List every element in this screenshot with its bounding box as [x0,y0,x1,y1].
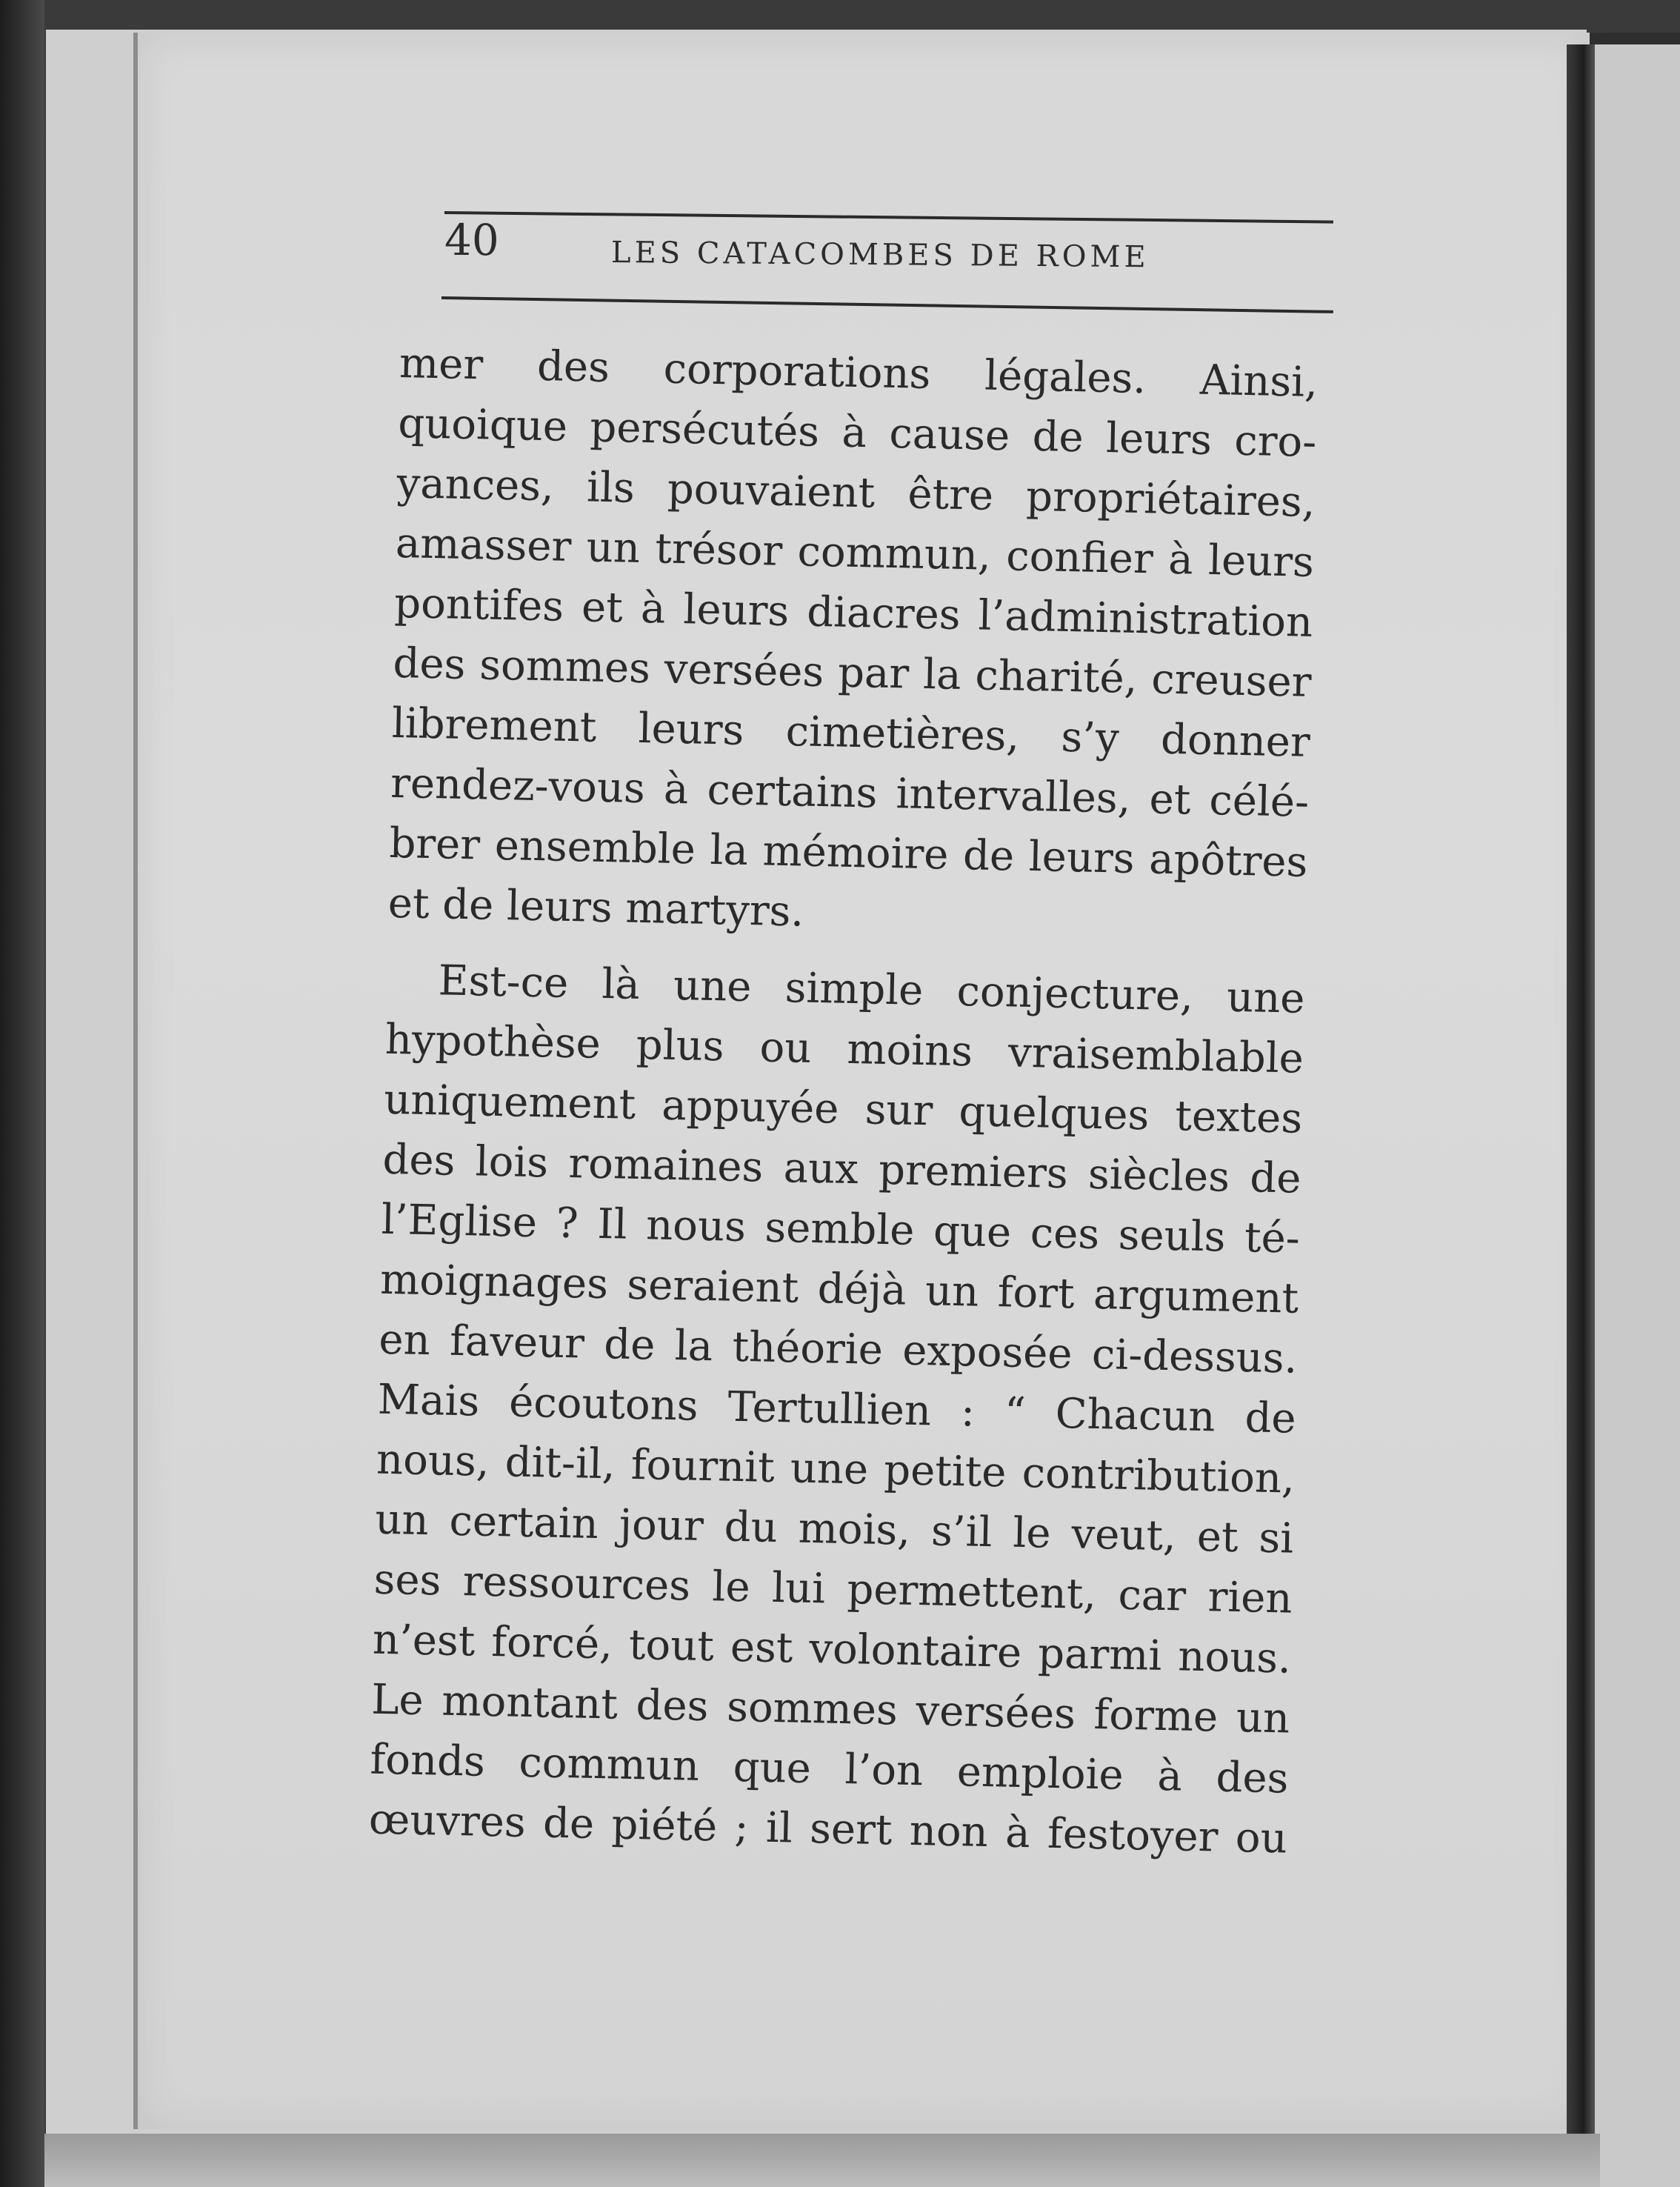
text-line: Est-ce là une simple conjecture, une [438,956,1306,1023]
text-line: quoique persécutés à cause de leurs cro- [397,399,1317,467]
paragraph-2 [368,950,1305,1869]
text-line: et de leurs martyrs. [387,879,804,936]
text-line: uniquement appuyée sur quelques textes [383,1075,1303,1143]
text-line: ses ressources le lui permettent, car rien [373,1555,1293,1623]
text-line: hypothèse plus ou moins vraisemblable [384,1015,1304,1083]
text-line: nous, dit-il, fournit une petite contribution, [376,1435,1296,1503]
text-line: Le montant des sommes versées forme un [370,1675,1290,1743]
text-line: librement leurs cimetières, s’y donner [391,699,1311,767]
text-line: rendez-vous à certains intervalles, et célé- [390,759,1310,827]
text-line: amasser un trésor commun, confier à leurs [395,519,1315,587]
text-line: moignages seraient déjà un fort argument [379,1255,1299,1323]
text-line: mer des corporations légales. Ainsi, [399,339,1319,407]
text-line: un certain jour du mois, s’il le veut, et si [374,1495,1294,1563]
text-line: des lois romaines aux premiers siècles de [381,1135,1302,1203]
text-line: l’Eglise ? Il nous semble que ces seuls té- [381,1195,1301,1263]
facing-page-edge [1595,44,1680,2187]
text-line: fonds commun que l’on emploie à des [369,1735,1290,1803]
running-title: LES CATACOMBES DE ROME [610,236,1150,275]
paragraph-1 [387,333,1319,953]
scan-left-edge [0,0,44,2187]
text-line: des sommes versées par la charité, creuser [392,639,1313,707]
page-gutter-shadow [1567,44,1595,2187]
text-line: n’est forcé, tout est volontaire parmi nous. [372,1615,1292,1683]
text-line: yances, ils pouvaient être propriétaires, [396,459,1316,527]
text-line: en faveur de la théorie exposée ci-dessus. [378,1315,1298,1383]
page-number: 40 [444,215,499,265]
text-line: brer ensemble la mémoire de leurs apôtres [388,819,1308,887]
scan-top-strip [44,0,1680,33]
body-text [368,333,1319,1869]
text-line: œuvres de piété ; il sert non à festoyer ou [368,1795,1288,1863]
text-line: pontifes et à leurs diacres l’administration [393,579,1313,647]
text-line: Mais écoutons Tertullien : “ Chacun de [377,1375,1297,1443]
scan-bottom-strip [44,2134,1600,2187]
